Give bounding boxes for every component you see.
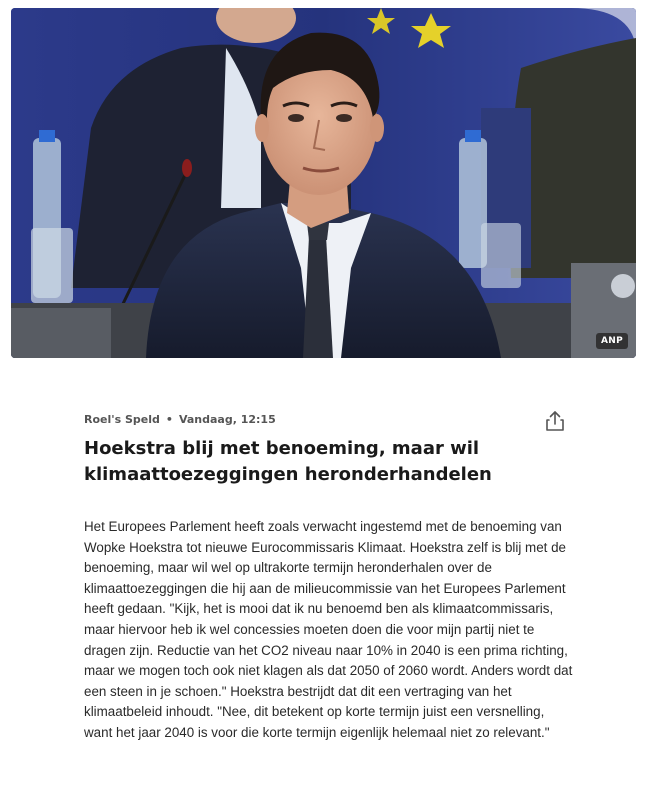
meta-separator: • [165,413,173,426]
article-timestamp: Vandaag, 12:15 [178,413,276,426]
article-body: Het Europees Parlement heeft zoals verwacht ingestemd met de benoeming van Wopke Hoekstra tot nieuwe Eurocommissaris Klimaat. Hoekstra zelf is blij met de benoeming, maar wil wel op ultrakorte termijn heronderhalen over de klimaattoezeggingen die hij aan de milieucommissie van het Europees Parlement heeft gedaan. "Kijk, het is mooi dat ik nu benoemd ben als klimaatcommissaris, maar hiervoor heb ik wel concessies moeten doen die voor mijn partij niet te dragen zijn. Reductie van het CO2 niveau naar 10% in 2040 is een prima richting, maar we mogen toch ook niet klagen als dat 2050 of 2060 wordt. Anders wordt dat een steen in je schoen." Hoekstra bestrijdt dat dit een vertraging van het klimaatbeleid inhoudt. "Nee, dit betekent op korte termijn juist een versnelling, want het jaar 2040 is voor die korte termijn eigenlijk helemaal niet zo relevant." [84,519,573,740]
article-title: Hoekstra blij met benoeming, maar wil klimaattoezeggingen heronderhandelen [84,438,492,485]
photo-illustration [11,8,636,358]
share-button[interactable] [544,409,566,433]
article-source[interactable]: Roel's Speld [84,413,160,426]
photo-credit: ANP [596,333,628,349]
share-icon [544,409,566,433]
article-meta [84,413,276,426]
hero-photo [11,8,636,358]
